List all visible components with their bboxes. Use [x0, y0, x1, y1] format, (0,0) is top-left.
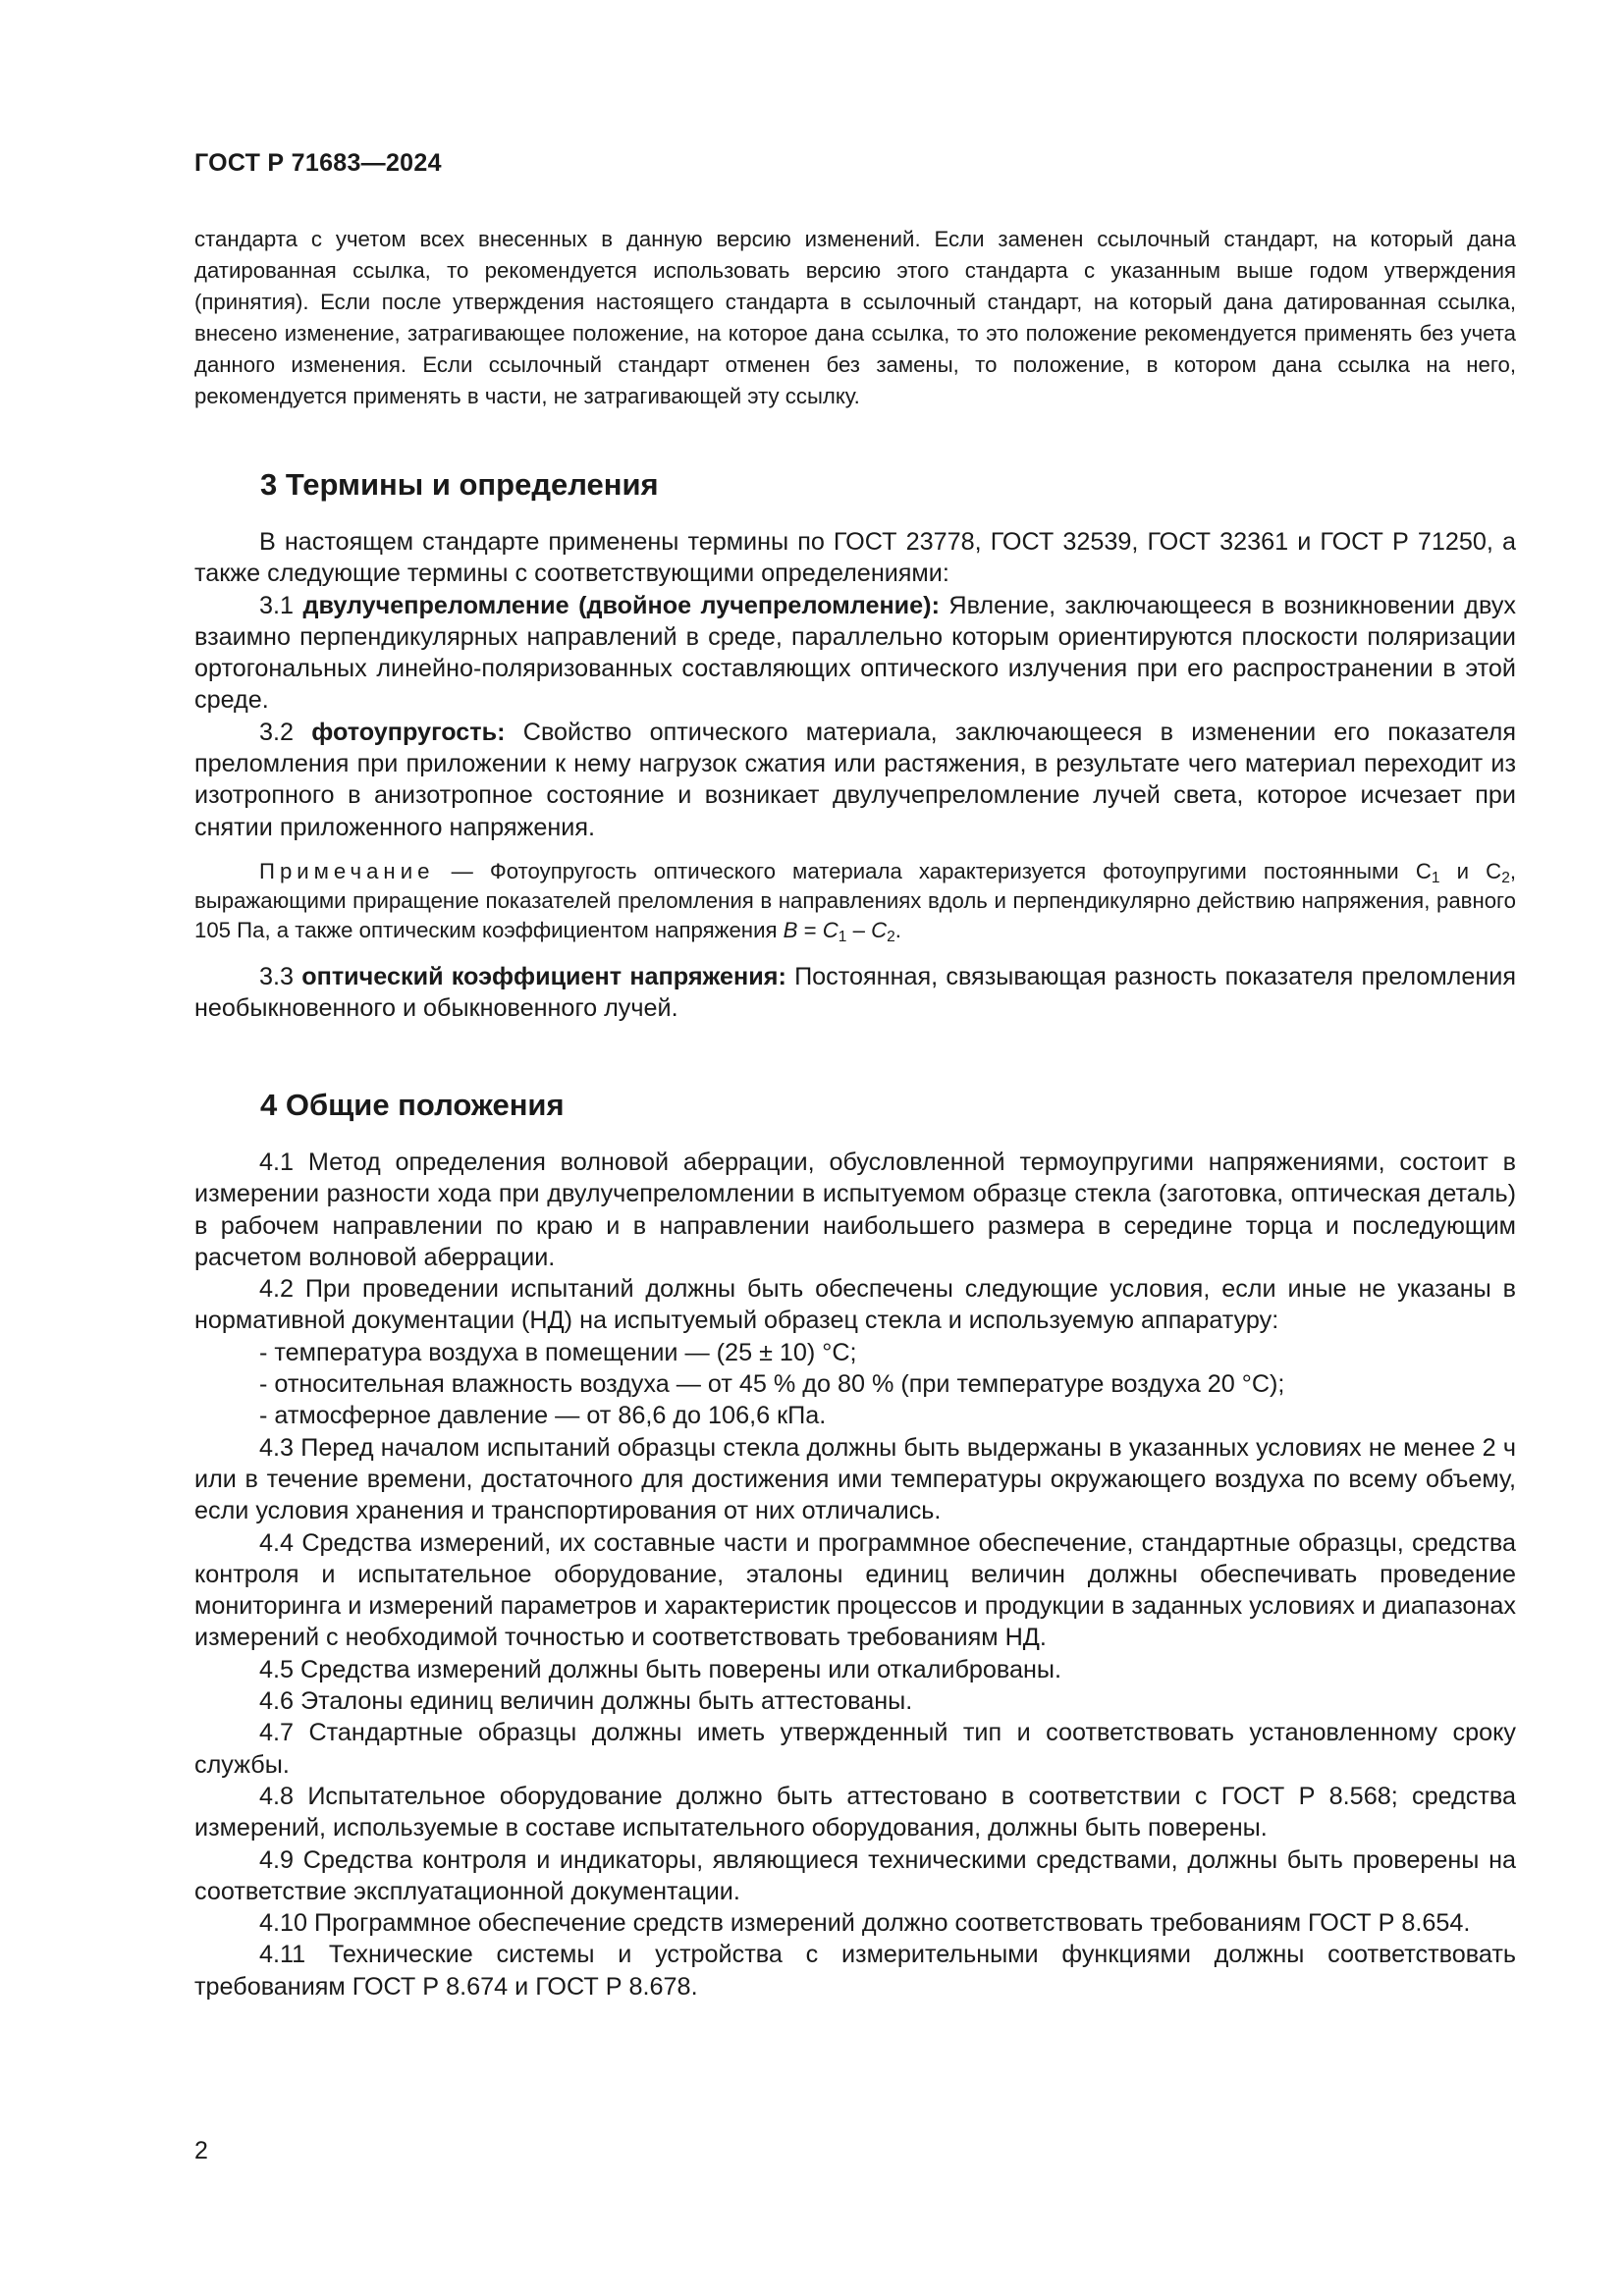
section-4	[194, 1088, 1516, 2002]
list-item: - относительная влажность воздуха — от 45 % до 80 % (при температуре воздуха 20 °С);	[259, 1370, 1285, 1399]
section-3-lead: В настоящем стандарте применены термины по ГОСТ 23778, ГОСТ 32539, ГОСТ 32361 и ГОСТ Р 71250, а также следующие термины с соответствующими определениями:	[194, 528, 1516, 588]
term-3-2: 3.2 фотоупругость: Свойство оптического материала, заключающееся в изменении его показателя преломления при приложении к нему нагрузок сжатия или растяжения, в результате чего материал переходит из изотропного в анизотропное состояние и возникает двулучепреломление лучей света, которое исчезает при снятии приложенного напряжения.	[194, 718, 1517, 841]
clause-4-10: 4.10 Программное обеспечение средств измерений должно соответствовать требованиям ГОСТ Р 8.654.	[259, 1909, 1471, 1938]
clause-4-8: 4.8 Испытательное оборудование должно быть аттестовано в соответствии с ГОСТ Р 8.568; средства измерений, используемые в составе испытательного оборудования, должны быть поверены.	[194, 1782, 1516, 1842]
document-header: ГОСТ Р 71683—2024	[194, 149, 442, 177]
clause-4-5: 4.5 Средства измерений должны быть поверены или откалиброваны.	[259, 1655, 1062, 1683]
clause-4-3: 4.3 Перед началом испытаний образцы стекла должны быть выдержаны в указанных условиях не менее 2 ч или в течение времени, достаточного для достижения ими температуры окружающего воздуха по всему объему, если условия хранения и транспортирования от них отличались.	[194, 1433, 1516, 1525]
clause-4-11: 4.11 Технические системы и устройства с измерительными функциями должны соответствовать требованиям ГОСТ Р 8.674 и ГОСТ Р 8.678.	[194, 1941, 1516, 2001]
term-3-3: 3.3 оптический коэффициент напряжения: Постоянная, связывающая разность показателя преломления необыкновенного и обыкновенного лучей.	[194, 962, 1516, 1023]
list-item: - атмосферное давление — от 86,6 до 106,6 кПа.	[259, 1402, 827, 1430]
list-item: - температура воздуха в помещении — (25 ± 10) °С;	[259, 1338, 857, 1366]
clause-4-9: 4.9 Средства контроля и индикаторы, являющиеся техническими средствами, должны быть проверены на соответствие эксплуатационной документации.	[194, 1845, 1516, 1905]
term-3-1-title: двулучепреломление (двойное лучепреломление):	[302, 591, 940, 619]
clause-4-2: 4.2 При проведении испытаний должны быть обеспечены следующие условия, если иные не указаны в нормативной документации (НД) на испытуемый образец стекла и используемую аппаратуру:	[194, 1275, 1516, 1335]
term-3-1: 3.1 двулучепреломление (двойное лучепреломление): Явление, заключающееся в возникновении двух взаимно перпендикулярных направлений в среде, параллельно которым ориентируются плоскости поляризации ортогональных линейно-поляризованных составляющих оптического излучения при его распространении в этой среде.	[194, 591, 1517, 715]
clause-4-1: 4.1 Метод определения волновой аберрации, обусловленной термоупругими напряжениями, состоит в измерении разности хода при двулучепреломлении в испытуемом образце стекла (заготовка, оптическая деталь) в рабочем направлении по краю и в направлении наибольшего размера в середине торца и последующим расчетом волновой аберрации.	[194, 1148, 1516, 1271]
note-label: Примечание	[259, 858, 435, 883]
intro-paragraph: стандарта с учетом всех внесенных в данную версию изменений. Если заменен ссылочный стандарт, на который дана датированная ссылка, то рекомендуется использовать версию этого стандарта с указанным выше годом утверждения (принятия). Если после утверждения настоящего стандарта в ссылочный стандарт, на который дана датированная ссылка, внесено изменение, затрагивающее положение, на которое дана ссылка, то это положение рекомендуется применять без учета данного изменения. Если ссылочный стандарт отменен без замены, то положение, в котором дана ссылка на него, рекомендуется применять в части, не затрагивающей эту ссылку.	[194, 227, 1516, 408]
clause-4-6: 4.6 Эталоны единиц величин должны быть аттестованы.	[259, 1687, 913, 1716]
page-number: 2	[194, 2137, 208, 2164]
term-3-3-title: оптический коэффициент напряжения:	[301, 962, 786, 990]
clause-4-4: 4.4 Средства измерений, их составные части и программное обеспечение, стандартные образцы, средства контроля и испытательное оборудование, эталоны единиц величин должны обеспечивать проведение мониторинга и измерений параметров и характеристик процессов и продукции в заданных условиях и диапазонах измерений с необходимой точностью и соответствовать требованиям НД.	[194, 1528, 1516, 1652]
clause-4-7: 4.7 Стандартные образцы должны иметь утвержденный тип и соответствовать установленному сроку службы.	[194, 1719, 1516, 1779]
section-4-heading: 4 Общие положения	[260, 1088, 565, 1122]
section-3	[194, 467, 1516, 1025]
term-3-2-title: фотоупругость:	[311, 718, 506, 746]
section-3-heading: 3 Термины и определения	[260, 467, 659, 502]
note-3-2: Примечание — Фотоупругость оптического материала характеризуется фотоупругими постоянными $C_1$ и $C_2$, выражающими приращение показателей преломления в направлениях вдоль и перпендикулярно действию напряжения, равного 105 Па, а также оптическим коэффициентом напряжения $B = C_1 - C_2$.	[194, 858, 1516, 945]
